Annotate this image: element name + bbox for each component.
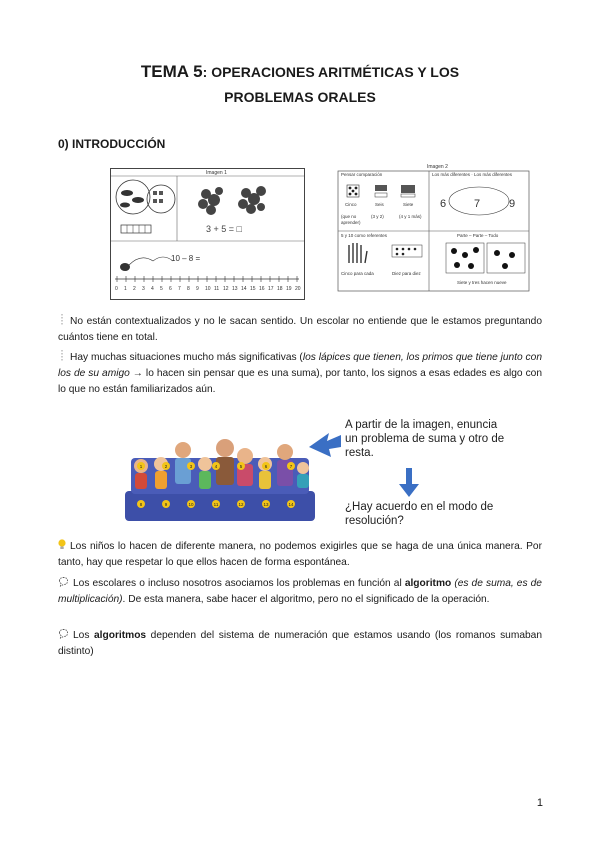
seat-number: 1: [139, 463, 143, 469]
title-line1: : OPERACIONES ARITMÉTICAS Y LOS: [202, 64, 460, 80]
title-line2: PROBLEMAS ORALES: [224, 89, 376, 105]
page-title: [0, 60, 600, 109]
numberline-tick-label: 17: [268, 286, 274, 292]
speech-bubble-icon: [58, 628, 69, 639]
fig2-cell4-title: Parte – Parte – Todo: [457, 233, 499, 238]
numberline-tick-label: 19: [286, 286, 292, 292]
fig2-cell3-title: 5 y 10 como referentes: [341, 233, 388, 238]
paragraph-2-text-b: → lo hacen sin pensar que es una suma), por tanto, los signos a esas edades es algo con lo que no están familiarizados aún.: [58, 368, 542, 395]
seat-number: 10: [188, 501, 194, 507]
figure-1-drawing: [111, 169, 304, 299]
numberline-tick-label: 6: [169, 286, 172, 292]
paragraph-5-text-a: Los: [73, 630, 95, 641]
numberline-tick-label: 7: [178, 286, 181, 292]
dotted-bullet-icon: [58, 314, 66, 325]
cinema-drawing: [125, 436, 315, 521]
figure-2-drawing: [337, 163, 530, 293]
cinema-prompt: A partir de la imagen, enuncia un problema de suma y otro de resta.: [345, 419, 505, 459]
fig2-cell1-item-1: Seis: [375, 202, 384, 207]
seat-number: 7: [289, 463, 293, 469]
seat-number: 8: [139, 501, 143, 507]
seat-number: 5: [239, 463, 243, 469]
numberline-tick-label: 4: [151, 286, 154, 292]
fig2-cell2-num-2: 9: [509, 198, 516, 210]
fig2-cell4-caption: Siete y tres hacen nueve: [457, 280, 507, 285]
figure-imagen-2: [337, 163, 530, 293]
numberline-tick-label: 8: [187, 286, 190, 292]
paragraph-5-text-b: dependen del sistema de numeración que estamos usando (los romanos sumaban distinto): [58, 630, 542, 657]
paragraph-2-italic: los lápices que tienen, los primos que tiene junto con los de su amigo: [58, 352, 542, 379]
paragraph-1-text: No están contextualizados y no le sacan sentido. Un escolar no entiende que le estamos preguntando cuántos tiene en total.: [58, 316, 542, 343]
cinema-illustration: [125, 436, 315, 521]
numberline-tick-label: 12: [223, 286, 229, 292]
seat-number: 13: [263, 501, 269, 507]
seat-number: 2: [164, 463, 168, 469]
paragraph-5: [58, 628, 542, 660]
page-number: 1: [536, 797, 543, 809]
figure-1-numberline-expr: 10 – 8 =: [171, 254, 201, 263]
numberline-tick-label: 16: [259, 286, 265, 292]
seat-number: 6: [264, 463, 268, 469]
fig2-cell1-row3: aprender): [341, 220, 361, 225]
figure-2-label: Imagen 2: [427, 164, 448, 170]
numberline-tick-label: 14: [241, 286, 247, 292]
seat-number: 3: [189, 463, 193, 469]
section-heading: 0) INTRODUCCIÓN: [58, 137, 166, 151]
paragraph-4-italic: (es de suma, es de multiplicación): [58, 578, 542, 605]
dotted-bullet-icon: [58, 350, 66, 361]
lightbulb-icon: [58, 539, 66, 550]
numberline-tick-label: 5: [160, 286, 163, 292]
seat-number: 14: [288, 501, 294, 507]
numberline-ticks: [115, 276, 301, 292]
fig2-cell2-num-1: 7: [474, 198, 481, 210]
numberline-tick-label: 1: [124, 286, 127, 292]
fig2-cell1-title: Pensar comparación: [341, 172, 383, 177]
numberline-tick-label: 10: [205, 286, 211, 292]
numberline-tick-label: 20: [295, 286, 301, 292]
figure-1-label: Imagen 1: [206, 170, 227, 176]
numberline-tick-label: 2: [133, 286, 136, 292]
numberline-tick-label: 0: [115, 286, 118, 292]
fig2-cell3-item-1: Diez para diez: [392, 271, 421, 276]
seat-number: 9: [164, 501, 168, 507]
speech-bubble-icon: [58, 576, 69, 587]
figure-1-equation: 3 + 5 = □: [206, 224, 242, 234]
fig2-cell1-row2-2: (4 y 1 más): [399, 214, 422, 219]
paragraph-3: [58, 539, 542, 571]
paragraph-4-bold: algoritmo: [404, 578, 452, 589]
numberline-tick-label: 18: [277, 286, 283, 292]
paragraph-3-text: Los niños lo hacen de diferente manera, no podemos exigirles que se haga de una única manera. Por tanto, hay que respetar lo que ellos hacen de forma espontánea.: [58, 541, 542, 568]
right-arrow-icon: [307, 425, 343, 465]
paragraph-2-text-a: Hay muchas situaciones mucho más significativas (: [70, 352, 303, 363]
cinema-question: ¿Hay acuerdo en el modo de resolución?: [345, 501, 494, 527]
fig2-cell2-num-0: 6: [440, 198, 447, 210]
fig2-cell3-item-0: Cinco para cada: [341, 271, 374, 276]
fig2-cell1-item-2: Siete: [403, 202, 414, 207]
title-prefix: TEMA 5: [140, 62, 203, 81]
fig2-cell2-title: Los más diferentes · Los más diferentes: [432, 172, 513, 177]
fig2-cell1-item-0: Cinco: [345, 202, 357, 207]
fig2-cell1-row2-1: (3 y 2): [371, 214, 384, 219]
seat-number: 4: [214, 463, 218, 469]
fig2-cell1-row2-0: (que no: [341, 214, 357, 219]
numberline-tick-label: 3: [142, 286, 145, 292]
seat-number: 12: [238, 501, 244, 507]
paragraph-1: [58, 314, 542, 346]
down-arrow-icon: [398, 468, 420, 498]
seat-number: 11: [213, 501, 219, 507]
numberline-tick-label: 11: [214, 286, 220, 292]
numberline-tick-label: 9: [196, 286, 199, 292]
numberline-tick-label: 13: [232, 286, 238, 292]
paragraph-4-text-b: . De esta manera, sabe hacer el algoritmo, pero no el significado de la operación.: [122, 594, 490, 605]
paragraph-4: [58, 576, 542, 608]
figure-imagen-1: [110, 168, 305, 300]
paragraph-2: [58, 350, 542, 398]
paragraph-5-bold: algoritmos: [94, 630, 147, 641]
numberline-tick-label: 15: [250, 286, 256, 292]
paragraph-4-text-a: Los escolares o incluso nosotros asociamos los problemas en función al: [73, 578, 405, 589]
